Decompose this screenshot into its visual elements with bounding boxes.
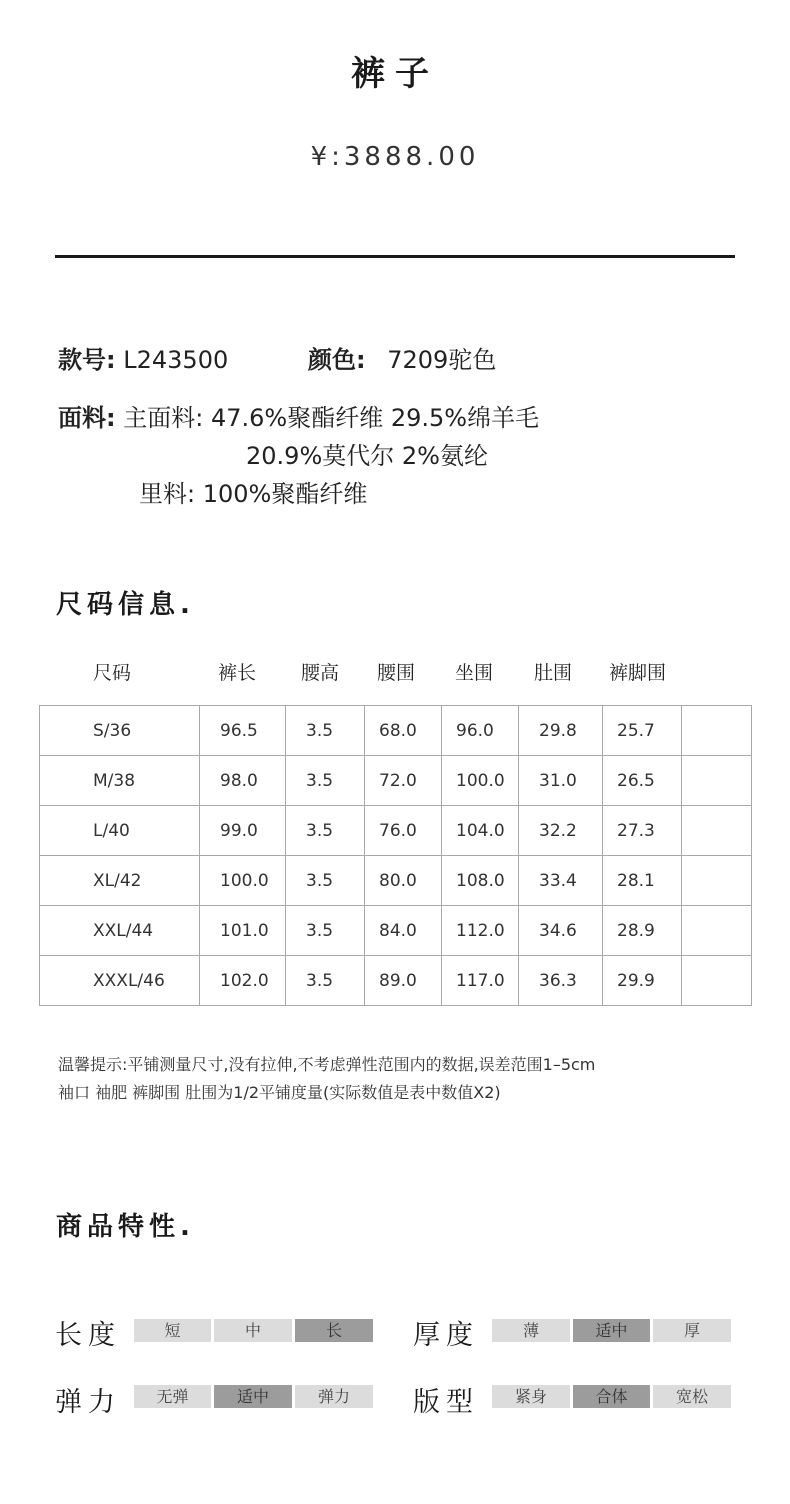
cell-waist-height: 3.5: [286, 856, 365, 906]
table-row: [40, 906, 752, 956]
style-number-row: [58, 340, 228, 375]
cell-hem: 26.5: [603, 756, 682, 806]
main-fabric-line1: 主面料: 47.6%聚酯纤维 29.5%绵羊毛: [123, 404, 540, 432]
cell-empty: [682, 756, 752, 806]
measurement-note-line1: 温馨提示:平铺测量尺寸,没有拉伸,不考虑弹性范围内的数据,误差范围1–5cm: [58, 1055, 596, 1074]
attr-label-fit: 版型: [413, 1387, 479, 1418]
column-header-pants-length: 裤长: [218, 662, 257, 684]
option-elasticity-stretch: 弹力: [295, 1385, 373, 1408]
cell-pants-length: 96.5: [200, 706, 286, 756]
cell-hem: 25.7: [603, 706, 682, 756]
color-label: 颜色:: [308, 346, 366, 374]
table-row: [40, 856, 752, 906]
cell-size: S/36: [40, 706, 200, 756]
cell-waist: 80.0: [365, 856, 442, 906]
measurement-note-line2: 袖口 袖肥 裤脚围 肚围为1/2平铺度量(实际数值是表中数值X2): [58, 1083, 501, 1102]
cell-hem: 28.1: [603, 856, 682, 906]
cell-pants-length: 102.0: [200, 956, 286, 1006]
size-section-title: 尺码信息.: [56, 590, 195, 620]
cell-hem: 28.9: [603, 906, 682, 956]
cell-hip: 117.0: [442, 956, 519, 1006]
cell-waist: 89.0: [365, 956, 442, 1006]
column-header-waist-height: 腰高: [301, 662, 340, 684]
cell-empty: [682, 906, 752, 956]
option-fit-regular: 合体: [573, 1385, 650, 1408]
cell-size: L/40: [40, 806, 200, 856]
cell-hem: 29.9: [603, 956, 682, 1006]
table-row: [40, 756, 752, 806]
cell-size: M/38: [40, 756, 200, 806]
option-length-short: 短: [134, 1319, 211, 1342]
cell-waist-height: 3.5: [286, 706, 365, 756]
cell-belly: 31.0: [519, 756, 603, 806]
cell-waist-height: 3.5: [286, 756, 365, 806]
cell-size: XXL/44: [40, 906, 200, 956]
main-fabric-line2: 20.9%莫代尔 2%氨纶: [246, 442, 488, 470]
cell-belly: 34.6: [519, 906, 603, 956]
cell-empty: [682, 706, 752, 756]
cell-waist: 68.0: [365, 706, 442, 756]
cell-pants-length: 98.0: [200, 756, 286, 806]
size-table: [39, 705, 752, 1006]
cell-waist: 72.0: [365, 756, 442, 806]
cell-waist-height: 3.5: [286, 906, 365, 956]
cell-hip: 112.0: [442, 906, 519, 956]
cell-waist-height: 3.5: [286, 956, 365, 1006]
column-header-hip: 坐围: [455, 662, 494, 684]
table-row: [40, 956, 752, 1006]
cell-size: XXXL/46: [40, 956, 200, 1006]
color-value: 7209驼色: [387, 346, 497, 374]
cell-waist: 84.0: [365, 906, 442, 956]
cell-pants-length: 100.0: [200, 856, 286, 906]
cell-pants-length: 99.0: [200, 806, 286, 856]
product-price: ¥:3888.00: [310, 142, 480, 172]
cell-empty: [682, 956, 752, 1006]
column-header-hem: 裤脚围: [609, 662, 667, 684]
cell-waist: 76.0: [365, 806, 442, 856]
cell-empty: [682, 856, 752, 906]
fabric-row: [58, 398, 539, 433]
option-fit-tight: 紧身: [492, 1385, 570, 1408]
attr-label-length: 长度: [55, 1320, 121, 1351]
cell-belly: 29.8: [519, 706, 603, 756]
option-thickness-medium: 适中: [573, 1319, 650, 1342]
table-row: [40, 706, 752, 756]
cell-belly: 36.3: [519, 956, 603, 1006]
column-header-size: 尺码: [93, 662, 132, 684]
style-number-value: L243500: [123, 346, 229, 374]
option-elasticity-medium: 适中: [214, 1385, 292, 1408]
option-length-long: 长: [295, 1319, 373, 1342]
option-elasticity-none: 无弹: [134, 1385, 211, 1408]
cell-empty: [682, 806, 752, 856]
table-row: [40, 806, 752, 856]
option-fit-loose: 宽松: [653, 1385, 731, 1408]
column-header-waist: 腰围: [377, 662, 416, 684]
style-number-label: 款号:: [58, 346, 116, 374]
features-section-title: 商品特性.: [56, 1212, 195, 1242]
cell-hip: 100.0: [442, 756, 519, 806]
cell-hip: 104.0: [442, 806, 519, 856]
cell-pants-length: 101.0: [200, 906, 286, 956]
cell-belly: 33.4: [519, 856, 603, 906]
cell-belly: 32.2: [519, 806, 603, 856]
cell-hip: 108.0: [442, 856, 519, 906]
option-length-medium: 中: [214, 1319, 292, 1342]
column-header-belly: 肚围: [534, 662, 573, 684]
attr-label-elasticity: 弹力: [55, 1387, 121, 1418]
divider: [55, 255, 735, 258]
cell-hem: 27.3: [603, 806, 682, 856]
option-thickness-thick: 厚: [653, 1319, 731, 1342]
option-thickness-thin: 薄: [492, 1319, 570, 1342]
fabric-label: 面料:: [58, 404, 116, 432]
cell-size: XL/42: [40, 856, 200, 906]
cell-waist-height: 3.5: [286, 806, 365, 856]
attr-label-thickness: 厚度: [413, 1320, 479, 1351]
color-row: [308, 340, 496, 375]
cell-hip: 96.0: [442, 706, 519, 756]
product-title: 裤子: [351, 54, 439, 94]
lining-line: 里料: 100%聚酯纤维: [139, 480, 368, 508]
